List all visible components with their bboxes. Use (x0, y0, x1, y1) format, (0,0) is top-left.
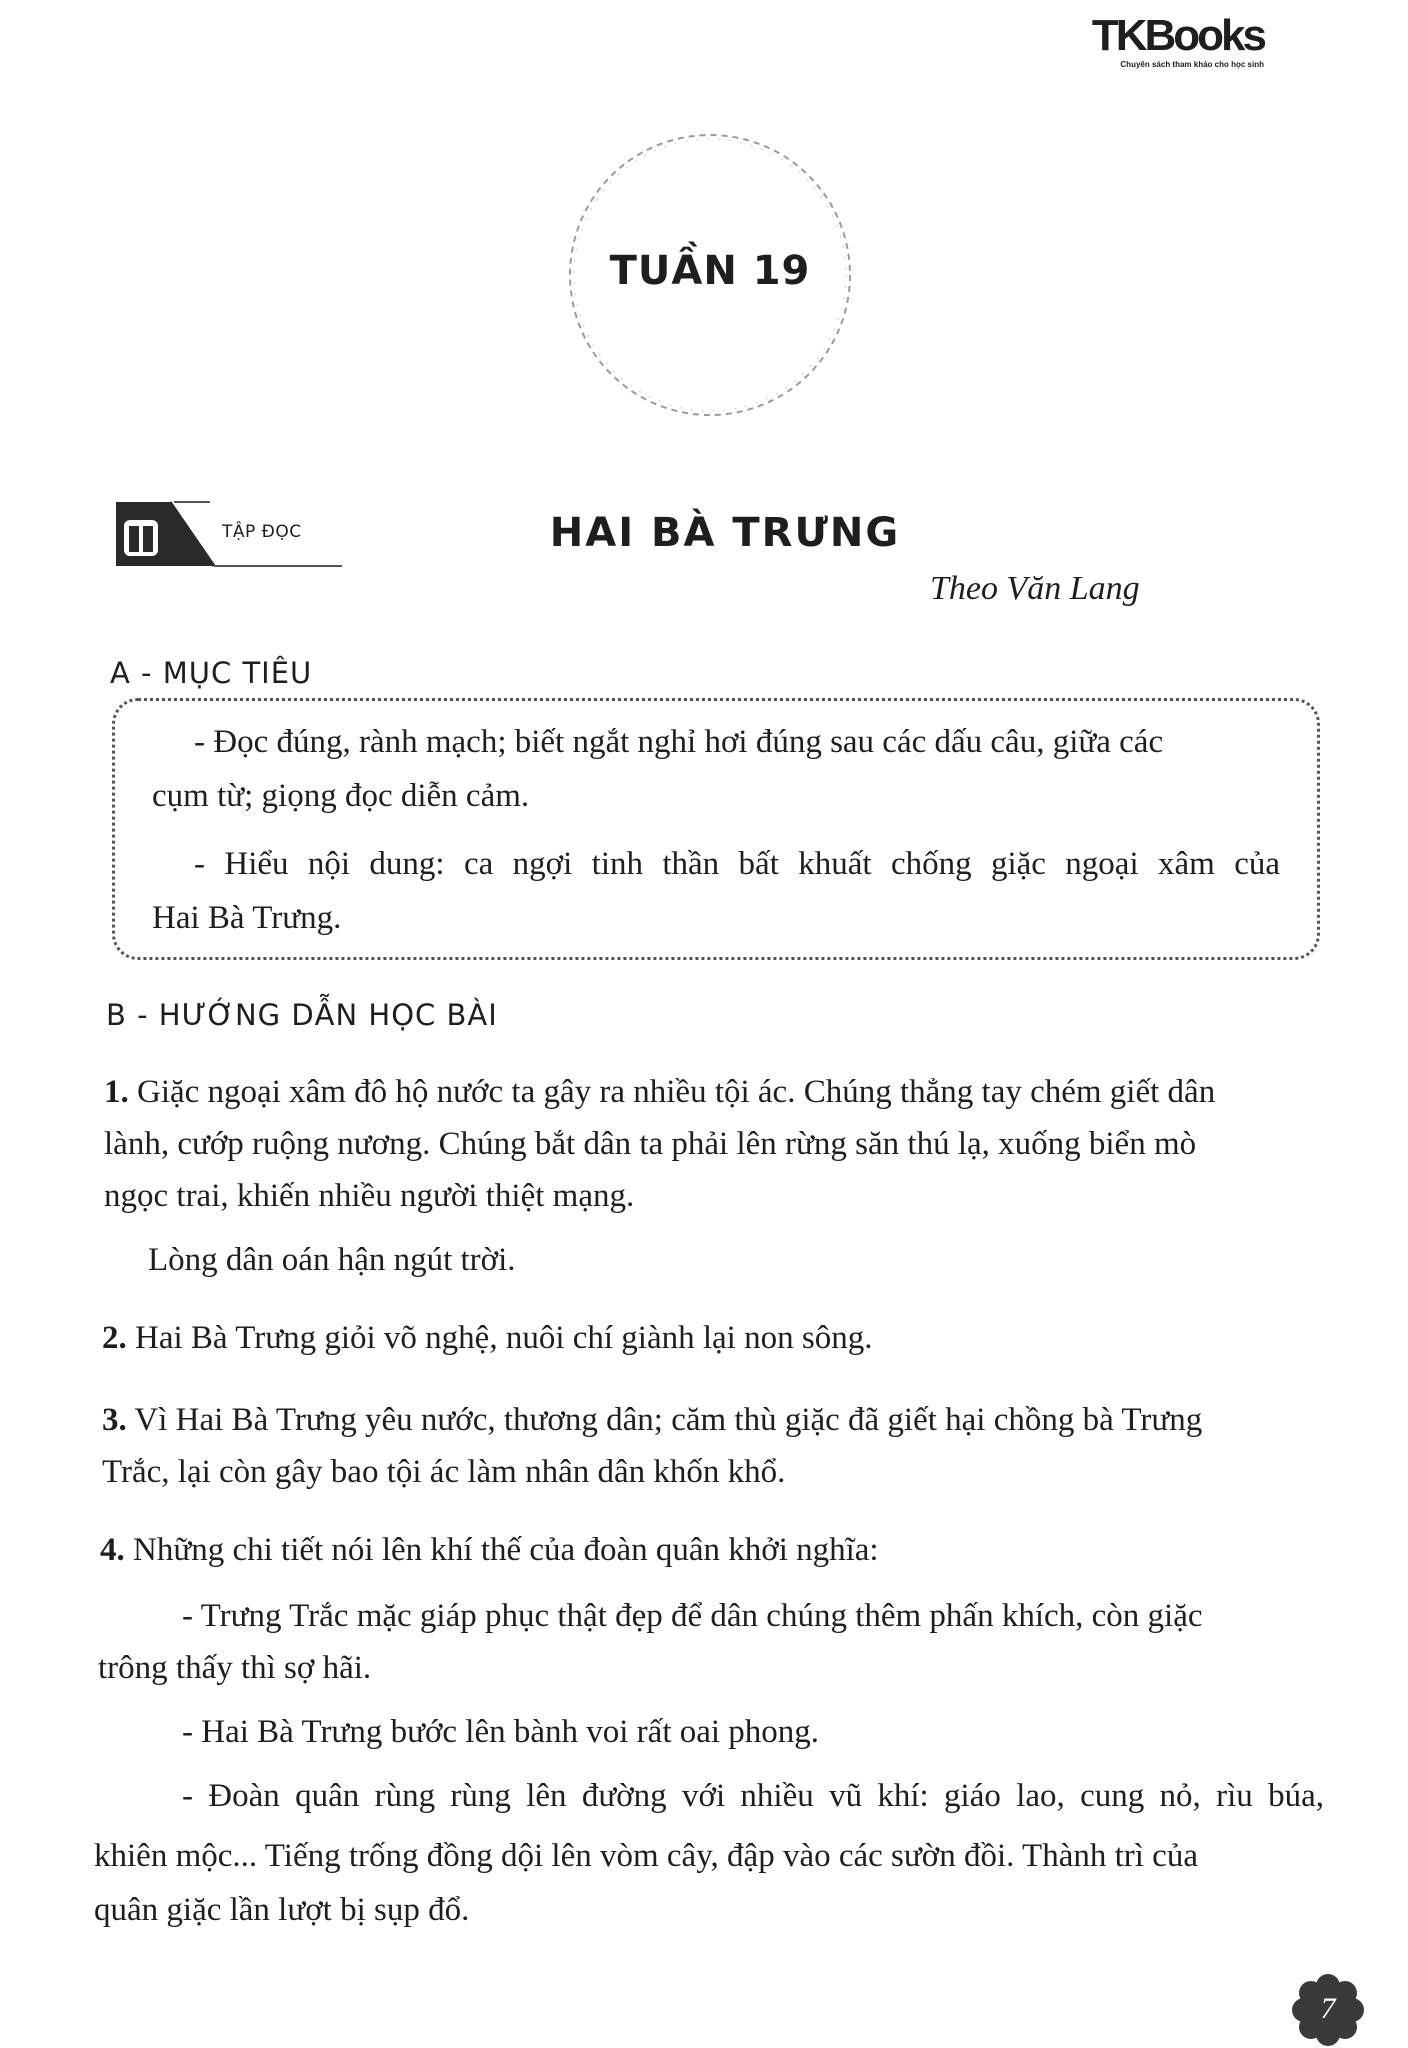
answer-2-number: 2. (102, 1320, 127, 1356)
page-number: 7 (1320, 1992, 1336, 2025)
brand-logo (964, 11, 1264, 69)
answer-1-text: Giặc ngoại xâm đô hộ nước ta gây ra nhiều tội ác. Chúng thẳng tay chém giết dân (137, 1074, 1216, 1110)
lesson-author: Theo Văn Lang (930, 570, 1140, 607)
page-number-badge (1290, 1972, 1366, 2048)
answer-3-line-1 (102, 1394, 1202, 1446)
answer-1-line-2: lành, cướp ruộng nương. Chúng bắt dân ta phải lên rừng săn thú lạ, xuống biển mò (104, 1126, 1197, 1162)
answer-2-line-1 (102, 1312, 872, 1364)
answer-2-text: Hai Bà Trưng giỏi võ nghệ, nuôi chí giành lại non sông. (135, 1320, 873, 1356)
week-title: TUẦN 19 (609, 248, 811, 294)
answer-4-bullet-1-line-1: - Trưng Trắc mặc giáp phục thật đẹp để dân chúng thêm phấn khích, còn giặc (182, 1598, 1203, 1634)
answer-4-number: 4. (100, 1532, 125, 1568)
week-badge (560, 120, 860, 430)
answer-1-line-1 (104, 1066, 1215, 1118)
lesson-title: HAI BÀ TRƯNG (549, 510, 901, 556)
section-tag-label: TẬP ĐỌC (222, 522, 302, 542)
answer-1-line-4: Lòng dân oán hận ngút trời. (148, 1242, 516, 1278)
objectives-heading: A - MỤC TIÊU (110, 656, 313, 690)
objective-2-line-2: Hai Bà Trưng. (152, 900, 342, 936)
answer-4-bullet-2-line-1: - Hai Bà Trưng bước lên bành voi rất oai phong. (182, 1714, 820, 1750)
answer-4-bullet-3-line-3: quân giặc lần lượt bị sụp đổ. (94, 1892, 470, 1928)
answer-3-line-2: Trắc, lại còn gây bao tội ác làm nhân dân khốn khổ. (102, 1454, 786, 1490)
brand-tagline: Chuyên sách tham khảo cho học sinh (1120, 60, 1264, 69)
answer-4-bullet-1-line-2: trông thấy thì sợ hãi. (98, 1650, 372, 1686)
guide-heading: B - HƯỚNG DẪN HỌC BÀI (106, 998, 498, 1032)
section-tag (114, 498, 344, 570)
answer-4-bullet-3-line-1: - Đoàn quân rùng rùng lên đường với nhiều vũ khí: giáo lao, cung nỏ, rìu búa, (182, 1778, 1324, 1814)
answer-1-line-3: ngọc trai, khiến nhiều người thiệt mạng. (104, 1178, 635, 1214)
objective-2-line-1: - Hiểu nội dung: ca ngợi tinh thần bất khuất chống giặc ngoại xâm của (194, 846, 1280, 882)
answer-1-number: 1. (104, 1074, 129, 1110)
answer-4-text: Những chi tiết nói lên khí thế của đoàn quân khởi nghĩa: (133, 1532, 879, 1568)
answer-4-line-1 (100, 1524, 879, 1576)
answer-4-bullet-3-line-2: khiên mộc... Tiếng trống đồng dội lên vòm cây, đập vào các sườn đồi. Thành trì của (94, 1838, 1198, 1874)
objective-1-line-2: cụm từ; giọng đọc diễn cảm. (152, 778, 530, 814)
answer-3-text: Vì Hai Bà Trưng yêu nước, thương dân; căm thù giặc đã giết hại chồng bà Trưng (134, 1402, 1203, 1438)
objective-1-line-1: - Đọc đúng, rành mạch; biết ngắt nghỉ hơi đúng sau các dấu câu, giữa các (194, 724, 1164, 760)
brand-name: TKBooks (1091, 11, 1264, 60)
answer-3-number: 3. (102, 1402, 127, 1438)
